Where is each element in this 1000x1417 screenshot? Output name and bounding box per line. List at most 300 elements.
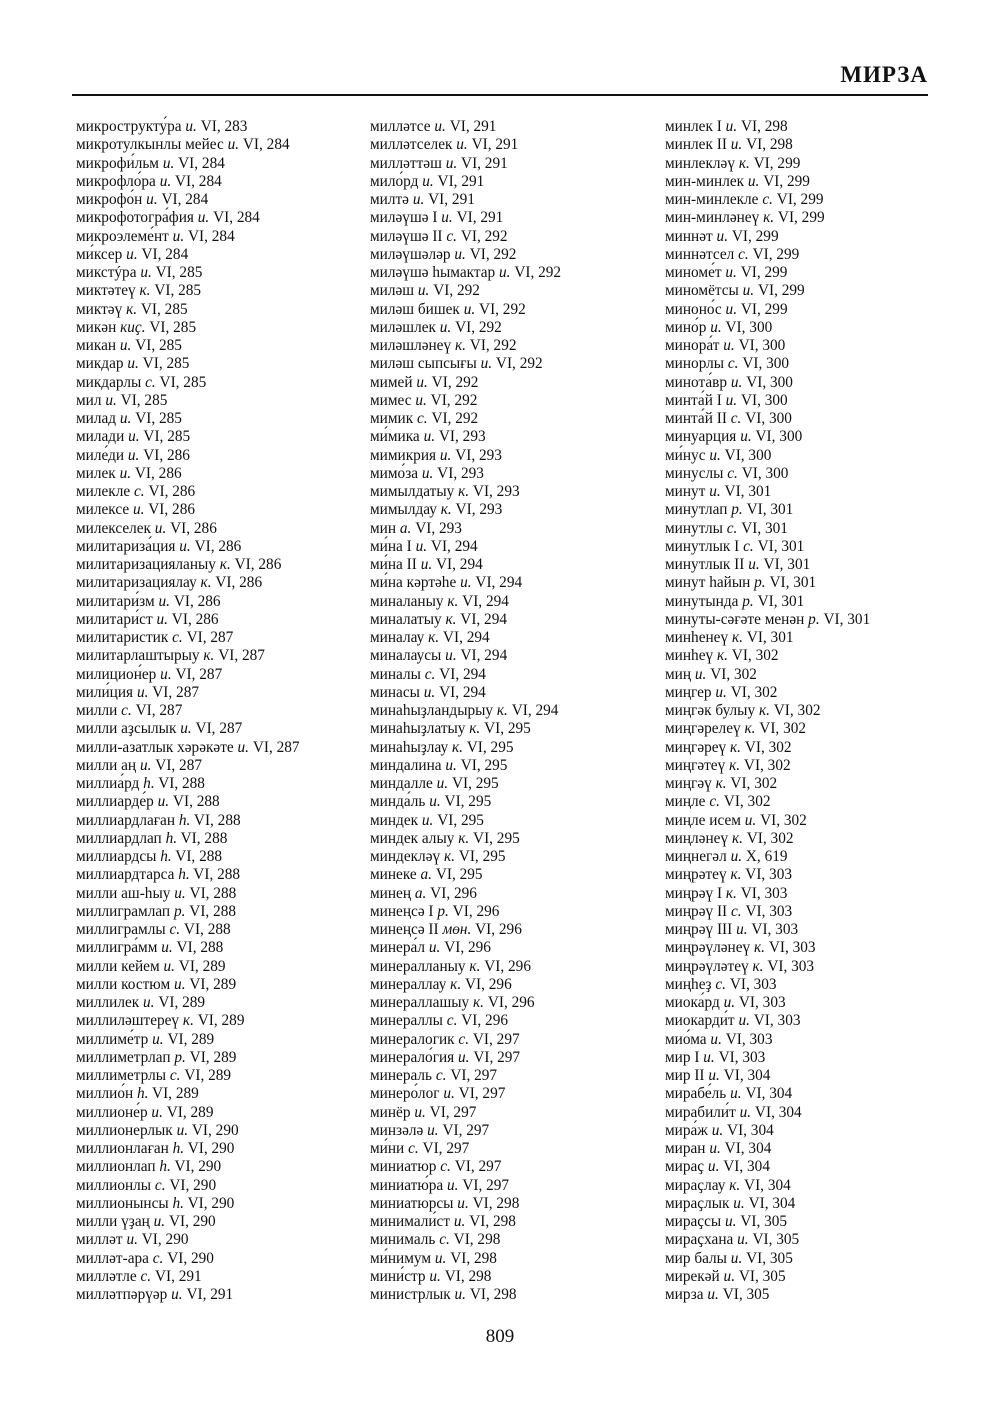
entry-headword: минималь bbox=[370, 1231, 436, 1249]
entry-headword: минутында bbox=[665, 592, 739, 610]
entry-volume-page: VI, 299 bbox=[731, 227, 779, 245]
entry-headword: миналатыу bbox=[370, 610, 442, 628]
entry-volume-page: VI, 296 bbox=[444, 939, 491, 957]
entry-grammar-mark: к. bbox=[473, 994, 484, 1011]
entry-volume-page: VI, 290 bbox=[187, 1140, 235, 1157]
entry-headword: миналау bbox=[370, 629, 425, 646]
entry-headword: минота́вр bbox=[665, 373, 728, 391]
entry-volume-page: VI, 288 bbox=[180, 829, 228, 847]
entry-headword: минhеү bbox=[665, 647, 714, 665]
entry-volume-page: VI, 294 bbox=[442, 629, 490, 646]
entry-headword: милли үҙаң bbox=[76, 1213, 150, 1230]
entry-volume-page: VI, 294 bbox=[430, 537, 478, 555]
dictionary-entry bbox=[370, 319, 561, 337]
entry-grammar-mark: и. bbox=[740, 428, 752, 446]
dictionary-entry bbox=[665, 337, 870, 355]
entry-headword: миокарди́т bbox=[665, 1012, 735, 1030]
entry-volume-page: VI, 301 bbox=[746, 629, 794, 646]
entry-volume-page: VI, 296 bbox=[461, 1012, 508, 1030]
dictionary-entry bbox=[370, 1177, 561, 1195]
entry-headword: мин-минлекле bbox=[665, 191, 759, 208]
entry-headword: мимылдау bbox=[370, 501, 437, 519]
entry-grammar-mark: киҫ. bbox=[120, 318, 146, 336]
entry-grammar-mark: а. bbox=[399, 519, 412, 537]
entry-grammar-mark: с. bbox=[408, 1140, 419, 1157]
dictionary-entry bbox=[665, 593, 870, 611]
entry-grammar-mark: h. bbox=[143, 775, 155, 792]
entry-volume-page: VI, 289 bbox=[189, 975, 237, 993]
entry-volume-page: VI, 295 bbox=[484, 720, 531, 738]
entry-grammar-mark: и. bbox=[744, 811, 757, 829]
entry-volume-page: VI, 287 bbox=[186, 629, 234, 646]
entry-volume-page: VI, 294 bbox=[462, 592, 509, 610]
dictionary-entry bbox=[76, 374, 300, 392]
dictionary-entry bbox=[370, 465, 561, 483]
entry-volume-page: VI, 287 bbox=[135, 702, 183, 719]
entry-volume-page: VI, 304 bbox=[754, 1103, 802, 1121]
entry-volume-page: X, 619 bbox=[745, 848, 788, 865]
entry-grammar-mark: с. bbox=[169, 921, 181, 938]
entry-volume-page: VI, 303 bbox=[751, 921, 799, 938]
entry-headword: миллилек bbox=[76, 994, 140, 1011]
dictionary-entry bbox=[76, 155, 300, 173]
entry-grammar-mark: и. bbox=[163, 957, 175, 975]
entry-headword: микрофотогра́фия bbox=[76, 209, 194, 227]
entry-volume-page: VI, 302 bbox=[759, 720, 807, 738]
entry-grammar-mark: и. bbox=[460, 574, 472, 592]
entry-headword: ми́на кәртәhе bbox=[370, 574, 457, 592]
dictionary-entry bbox=[370, 1286, 561, 1304]
entry-grammar-mark: и. bbox=[730, 1249, 743, 1267]
entry-grammar-mark: и. bbox=[126, 1231, 138, 1249]
entry-headword: минуты-сәғәте менән bbox=[665, 610, 805, 628]
entry-grammar-mark: и. bbox=[143, 994, 155, 1011]
dictionary-entry bbox=[76, 264, 300, 282]
entry-headword: ми́на II bbox=[370, 556, 417, 573]
dictionary-entry bbox=[76, 319, 300, 337]
entry-grammar-mark: с. bbox=[458, 1030, 470, 1048]
entry-grammar-mark: и. bbox=[157, 793, 170, 811]
entry-volume-page: VI, 287 bbox=[218, 647, 265, 665]
entry-headword: минаhыҙлау bbox=[370, 738, 449, 756]
entry-volume-page: VI, 304 bbox=[723, 1158, 770, 1176]
entry-grammar-mark: и. bbox=[709, 446, 721, 464]
entry-headword: миллиләштереү bbox=[76, 1012, 180, 1030]
dictionary-entry bbox=[665, 246, 870, 264]
entry-volume-page: VI, 286 bbox=[143, 446, 190, 464]
entry-headword: миңрәү II bbox=[665, 902, 728, 920]
entry-headword: милитари́зм bbox=[76, 592, 155, 610]
entry-grammar-mark: и. bbox=[454, 1286, 467, 1303]
entry-volume-page: VI, 299 bbox=[776, 191, 824, 208]
entry-grammar-mark: и. bbox=[742, 282, 755, 300]
entry-headword: милли кейем bbox=[76, 957, 160, 975]
dictionary-entry bbox=[76, 1104, 300, 1122]
entry-volume-page: VI, 290 bbox=[167, 1249, 214, 1267]
dictionary-entry bbox=[665, 866, 870, 884]
entry-volume-page: VI, 284 bbox=[178, 154, 225, 172]
entry-volume-page: VI, 297 bbox=[450, 1067, 498, 1084]
entry-grammar-mark: к. bbox=[203, 647, 215, 665]
entry-grammar-mark: с. bbox=[762, 191, 773, 208]
entry-headword: милади bbox=[76, 428, 125, 446]
dictionary-entry bbox=[665, 520, 870, 538]
dictionary-entry bbox=[76, 538, 300, 556]
entry-volume-page: VI, 285 bbox=[154, 282, 202, 300]
entry-grammar-mark: и. bbox=[730, 136, 743, 154]
entry-headword: минеңсә I bbox=[370, 902, 434, 920]
entry-headword: минорлы bbox=[665, 355, 725, 373]
dictionary-entry bbox=[370, 1012, 561, 1030]
entry-volume-page: VI, 303 bbox=[745, 902, 793, 920]
entry-headword: мимикрия bbox=[370, 446, 437, 464]
dictionary-entry bbox=[370, 191, 561, 209]
entry-headword: миномётсы bbox=[665, 282, 739, 300]
entry-grammar-mark: и. bbox=[730, 1085, 742, 1103]
entry-headword: мираҫхана bbox=[665, 1231, 734, 1249]
entry-headword: минералланыу bbox=[370, 957, 466, 975]
entry-volume-page: VI, 303 bbox=[745, 866, 793, 884]
entry-grammar-mark: и. bbox=[709, 1140, 721, 1157]
dictionary-entry bbox=[76, 1286, 300, 1304]
dictionary-entry bbox=[370, 1250, 561, 1268]
entry-volume-page: VI, 294 bbox=[436, 556, 483, 573]
entry-headword: микстýра bbox=[76, 264, 137, 281]
entry-volume-page: VI, 289 bbox=[167, 1030, 215, 1048]
entry-volume-page: VI, 284 bbox=[242, 136, 290, 154]
entry-headword: минутлык II bbox=[665, 556, 745, 573]
entry-headword: миндалина bbox=[370, 756, 442, 774]
entry-headword: миран bbox=[665, 1140, 706, 1157]
dictionary-entry bbox=[665, 739, 870, 757]
entry-headword: миктәү bbox=[76, 300, 123, 318]
entry-grammar-mark: к. bbox=[729, 1176, 741, 1194]
entry-volume-page: VI, 294 bbox=[511, 702, 559, 719]
entry-grammar-mark: и. bbox=[725, 118, 738, 135]
entry-grammar-mark: с. bbox=[145, 373, 156, 391]
dictionary-entry bbox=[665, 921, 870, 939]
entry-volume-page: VI, 285 bbox=[140, 300, 188, 318]
entry-grammar-mark: и. bbox=[747, 172, 760, 190]
dictionary-entry bbox=[76, 702, 300, 720]
entry-headword: микроэлеме́нт bbox=[76, 227, 169, 245]
entry-grammar-mark: и. bbox=[420, 556, 433, 573]
entry-headword: мил bbox=[76, 391, 102, 409]
entry-grammar-mark: h. bbox=[160, 848, 172, 865]
dictionary-entry bbox=[665, 720, 870, 738]
entry-headword: миңhеҙ bbox=[665, 975, 712, 993]
entry-volume-page: VI, 301 bbox=[823, 610, 871, 628]
entry-grammar-mark: с. bbox=[140, 1267, 152, 1285]
entry-headword: милитари́ст bbox=[76, 610, 153, 628]
entry-volume-page: VI, 290 bbox=[187, 1194, 235, 1212]
entry-volume-page: VI, 297 bbox=[422, 1140, 470, 1157]
dictionary-entry bbox=[370, 976, 561, 994]
entry-volume-page: VI, 294 bbox=[460, 647, 508, 665]
entry-headword: миналаусы bbox=[370, 647, 442, 665]
entry-grammar-mark: и. bbox=[453, 1213, 466, 1230]
entry-grammar-mark: и. bbox=[730, 848, 743, 865]
entry-volume-page: VI, 298 bbox=[469, 1286, 517, 1303]
entry-headword: миләүшә I bbox=[370, 209, 438, 227]
entry-volume-page: VI, 291 bbox=[461, 154, 508, 172]
entry-volume-page: VI, 291 bbox=[154, 1267, 202, 1285]
entry-volume-page: VI, 300 bbox=[738, 337, 786, 354]
dictionary-entry bbox=[370, 355, 561, 373]
entry-volume-page: VI, 293 bbox=[455, 446, 502, 464]
dictionary-entry bbox=[665, 392, 870, 410]
dictionary-entry bbox=[665, 319, 870, 337]
dictionary-entry bbox=[665, 994, 870, 1012]
dictionary-entry bbox=[370, 1049, 561, 1067]
dictionary-entry bbox=[370, 1158, 561, 1176]
entry-grammar-mark: и. bbox=[421, 464, 434, 482]
entry-headword: мир I bbox=[665, 1048, 700, 1066]
dictionary-entry bbox=[76, 301, 300, 319]
entry-volume-page: VI, 300 bbox=[742, 355, 790, 373]
entry-headword: микрострукту́ра bbox=[76, 118, 182, 135]
entry-volume-page: VI, 292 bbox=[460, 227, 508, 245]
entry-grammar-mark: с. bbox=[446, 1012, 458, 1030]
dictionary-entry bbox=[665, 447, 870, 465]
entry-headword: минёр bbox=[370, 1103, 411, 1121]
dictionary-entry bbox=[370, 885, 561, 903]
entry-grammar-mark: и. bbox=[416, 373, 428, 391]
entry-volume-page: VI, 288 bbox=[183, 921, 231, 938]
dictionary-entry bbox=[76, 921, 300, 939]
entry-grammar-mark: и. bbox=[427, 1121, 439, 1139]
entry-headword: мимей bbox=[370, 373, 413, 391]
entry-grammar-mark: и. bbox=[716, 227, 729, 245]
entry-volume-page: VI, 299 bbox=[763, 172, 810, 190]
entry-volume-page: VI, 284 bbox=[187, 227, 235, 245]
entry-grammar-mark: и. bbox=[454, 245, 466, 263]
dictionary-entry bbox=[76, 903, 300, 921]
entry-grammar-mark: и. bbox=[703, 1048, 715, 1066]
entry-volume-page: VI, 303 bbox=[740, 884, 788, 902]
entry-volume-page: VI, 284 bbox=[161, 191, 209, 208]
entry-grammar-mark: и. bbox=[710, 1030, 722, 1048]
entry-volume-page: VI, 303 bbox=[753, 1012, 801, 1030]
entry-grammar-mark: с. bbox=[727, 355, 739, 373]
entry-volume-page: VI, 295 bbox=[473, 829, 520, 847]
entry-volume-page: VI, 302 bbox=[760, 811, 807, 829]
entry-grammar-mark: и. bbox=[158, 592, 171, 610]
entry-headword: миллионерлык bbox=[76, 1121, 173, 1139]
dictionary-entry bbox=[76, 1049, 300, 1067]
entry-headword: минутлык I bbox=[665, 537, 740, 555]
dictionary-entry bbox=[76, 355, 300, 373]
dictionary-entry bbox=[370, 1268, 561, 1286]
entry-volume-page: VI, 288 bbox=[193, 866, 241, 884]
dictionary-entry bbox=[370, 428, 561, 446]
entry-volume-page: VI, 300 bbox=[724, 446, 772, 464]
entry-headword: ми́нимум bbox=[370, 1249, 432, 1267]
entry-headword: миналаныу bbox=[370, 592, 444, 610]
dictionary-entry bbox=[665, 538, 870, 556]
entry-headword: ми́на I bbox=[370, 537, 412, 555]
entry-headword: миңгер bbox=[665, 683, 712, 701]
entry-grammar-mark: и. bbox=[725, 1213, 737, 1230]
entry-grammar-mark: и. bbox=[415, 537, 428, 555]
entry-volume-page: VI, 292 bbox=[430, 391, 478, 409]
entry-headword: милли аҙсылык bbox=[76, 720, 177, 738]
entry-grammar-mark: с. bbox=[133, 483, 145, 500]
dictionary-entry bbox=[76, 136, 300, 154]
dictionary-entry bbox=[76, 447, 300, 465]
entry-volume-page: VI, 300 bbox=[725, 318, 773, 336]
entry-headword: милли-азатлык хәрәкәте bbox=[76, 738, 234, 756]
dictionary-entry bbox=[370, 118, 561, 136]
dictionary-entry bbox=[370, 574, 561, 592]
entry-grammar-mark: и. bbox=[708, 1067, 720, 1084]
entry-volume-page: VI, 285 bbox=[135, 410, 182, 427]
entry-volume-page: VI, 291 bbox=[437, 172, 485, 190]
entry-volume-page: VI, 296 bbox=[475, 921, 522, 938]
dictionary-entry bbox=[370, 629, 561, 647]
entry-grammar-mark: с. bbox=[738, 245, 749, 263]
entry-volume-page: VI, 300 bbox=[741, 464, 789, 482]
entry-grammar-mark: и. bbox=[136, 683, 149, 701]
entry-grammar-mark: и. bbox=[480, 355, 493, 373]
entry-volume-page: VI, 304 bbox=[748, 1194, 796, 1212]
entry-grammar-mark: к. bbox=[496, 702, 508, 719]
entry-volume-page: VI, 303 bbox=[729, 975, 777, 993]
entry-volume-page: VI, 297 bbox=[442, 1121, 490, 1139]
entry-volume-page: VI, 301 bbox=[741, 519, 788, 537]
entry-volume-page: VI, 289 bbox=[158, 994, 206, 1011]
dictionary-entry bbox=[76, 757, 300, 775]
entry-grammar-mark: к. bbox=[454, 337, 466, 354]
dictionary-entry bbox=[76, 465, 300, 483]
entry-volume-page: VI, 304 bbox=[723, 1067, 771, 1084]
dictionary-entry bbox=[665, 282, 870, 300]
dictionary-entry bbox=[76, 684, 300, 702]
entry-volume-page: VI, 294 bbox=[460, 610, 508, 628]
entry-headword: мираҫсы bbox=[665, 1213, 722, 1230]
entry-grammar-mark: с. bbox=[727, 464, 738, 482]
entry-volume-page: VI, 285 bbox=[159, 373, 207, 391]
entry-volume-page: VI, 303 bbox=[767, 957, 815, 975]
entry-headword: миңгәк булыу bbox=[665, 702, 756, 719]
entry-headword: минералогик bbox=[370, 1030, 455, 1048]
dictionary-entry bbox=[76, 939, 300, 957]
dictionary-entry bbox=[370, 775, 561, 793]
dictionary-entry bbox=[665, 1231, 870, 1249]
entry-headword: милитаризациялау bbox=[76, 574, 197, 592]
entry-headword: минуслы bbox=[665, 464, 724, 482]
entry-headword: минhенеү bbox=[665, 629, 729, 646]
entry-volume-page: VI, 305 bbox=[722, 1286, 770, 1303]
entry-grammar-mark: и. bbox=[119, 464, 132, 482]
entry-grammar-mark: а. bbox=[414, 884, 427, 902]
entry-grammar-mark: и. bbox=[707, 1158, 720, 1176]
entry-volume-page: VI, 297 bbox=[454, 1158, 502, 1176]
entry-volume-page: VI, 286 bbox=[215, 574, 263, 592]
dictionary-entry bbox=[76, 629, 300, 647]
column-2 bbox=[370, 118, 561, 1304]
entry-headword: мили́ция bbox=[76, 683, 134, 701]
entry-grammar-mark: и. bbox=[736, 921, 748, 938]
entry-grammar-mark: р. bbox=[742, 592, 754, 610]
dictionary-entry bbox=[665, 684, 870, 702]
entry-headword: минда́ль bbox=[370, 793, 426, 811]
entry-headword: милекле bbox=[76, 483, 131, 500]
entry-volume-page: VI, 284 bbox=[141, 245, 189, 263]
entry-headword: минаhыҙландырыу bbox=[370, 702, 494, 719]
entry-headword: ми́нус bbox=[665, 446, 706, 464]
dictionary-entry bbox=[370, 1231, 561, 1249]
entry-grammar-mark: и. bbox=[739, 1103, 752, 1121]
entry-grammar-mark: h. bbox=[172, 1140, 185, 1157]
entry-volume-page: VI, 301 bbox=[769, 574, 817, 592]
entry-grammar-mark: и. bbox=[738, 1012, 750, 1030]
entry-volume-page: VI, 286 bbox=[234, 556, 282, 573]
entry-volume-page: VI, 292 bbox=[431, 373, 479, 391]
entry-volume-page: VI, 294 bbox=[439, 665, 486, 683]
entry-headword: ми́ксер bbox=[76, 245, 123, 263]
entry-headword: минераль bbox=[370, 1067, 433, 1084]
dictionary-entry bbox=[76, 666, 300, 684]
entry-grammar-mark: и. bbox=[456, 136, 468, 154]
dictionary-entry bbox=[76, 775, 300, 793]
dictionary-entry bbox=[76, 1085, 300, 1103]
entry-volume-page: VI, 286 bbox=[148, 483, 196, 500]
entry-headword: минлек II bbox=[665, 136, 727, 154]
entry-volume-page: VI, 284 bbox=[213, 209, 260, 227]
entry-grammar-mark: и. bbox=[458, 1048, 470, 1066]
dictionary-entry bbox=[76, 1067, 300, 1085]
entry-headword: миниатю́ра bbox=[370, 1176, 444, 1194]
entry-headword: милитаристик bbox=[76, 629, 169, 646]
entry-headword: министрлык bbox=[370, 1286, 451, 1303]
entry-headword: миноно́с bbox=[665, 300, 722, 318]
entry-volume-page: VI, 287 bbox=[152, 683, 199, 701]
entry-headword: ми́ни bbox=[370, 1140, 405, 1157]
entry-headword: миндек алыу bbox=[370, 829, 455, 847]
entry-grammar-mark: и. bbox=[417, 282, 430, 300]
page-number: 809 bbox=[485, 1326, 515, 1347]
dictionary-entry bbox=[665, 136, 870, 154]
entry-volume-page: VI, 295 bbox=[444, 793, 492, 811]
entry-grammar-mark: и. bbox=[172, 227, 185, 245]
entry-volume-page: VI, 288 bbox=[158, 775, 205, 792]
entry-headword: минең bbox=[370, 884, 412, 902]
entry-headword: мимес bbox=[370, 391, 412, 409]
entry-volume-page: VI, 288 bbox=[172, 793, 220, 811]
dictionary-entry bbox=[370, 1104, 561, 1122]
entry-volume-page: VI, 286 bbox=[194, 537, 242, 555]
entry-grammar-mark: и. bbox=[723, 994, 736, 1011]
entry-headword: милитаризацияланыу bbox=[76, 556, 216, 573]
entry-volume-page: VI, 300 bbox=[755, 428, 803, 446]
dictionary-entry bbox=[370, 994, 561, 1012]
entry-headword: мило́рд bbox=[370, 172, 419, 190]
dictionary-entry bbox=[370, 410, 561, 428]
entry-headword: милләттәш bbox=[370, 154, 442, 172]
entry-grammar-mark: к. bbox=[182, 1012, 194, 1030]
entry-grammar-mark: и. bbox=[140, 264, 152, 281]
entry-grammar-mark: и. bbox=[127, 355, 139, 373]
dictionary-entry bbox=[665, 501, 870, 519]
entry-headword: миләүшә II bbox=[370, 227, 443, 245]
dictionary-entry bbox=[370, 520, 561, 538]
entry-headword: микрофло́ра bbox=[76, 172, 156, 190]
dictionary-entry bbox=[370, 647, 561, 665]
dictionary-entry bbox=[76, 1140, 300, 1158]
entry-headword: миллиардлаған bbox=[76, 811, 176, 829]
entry-grammar-mark: к. bbox=[469, 720, 481, 738]
